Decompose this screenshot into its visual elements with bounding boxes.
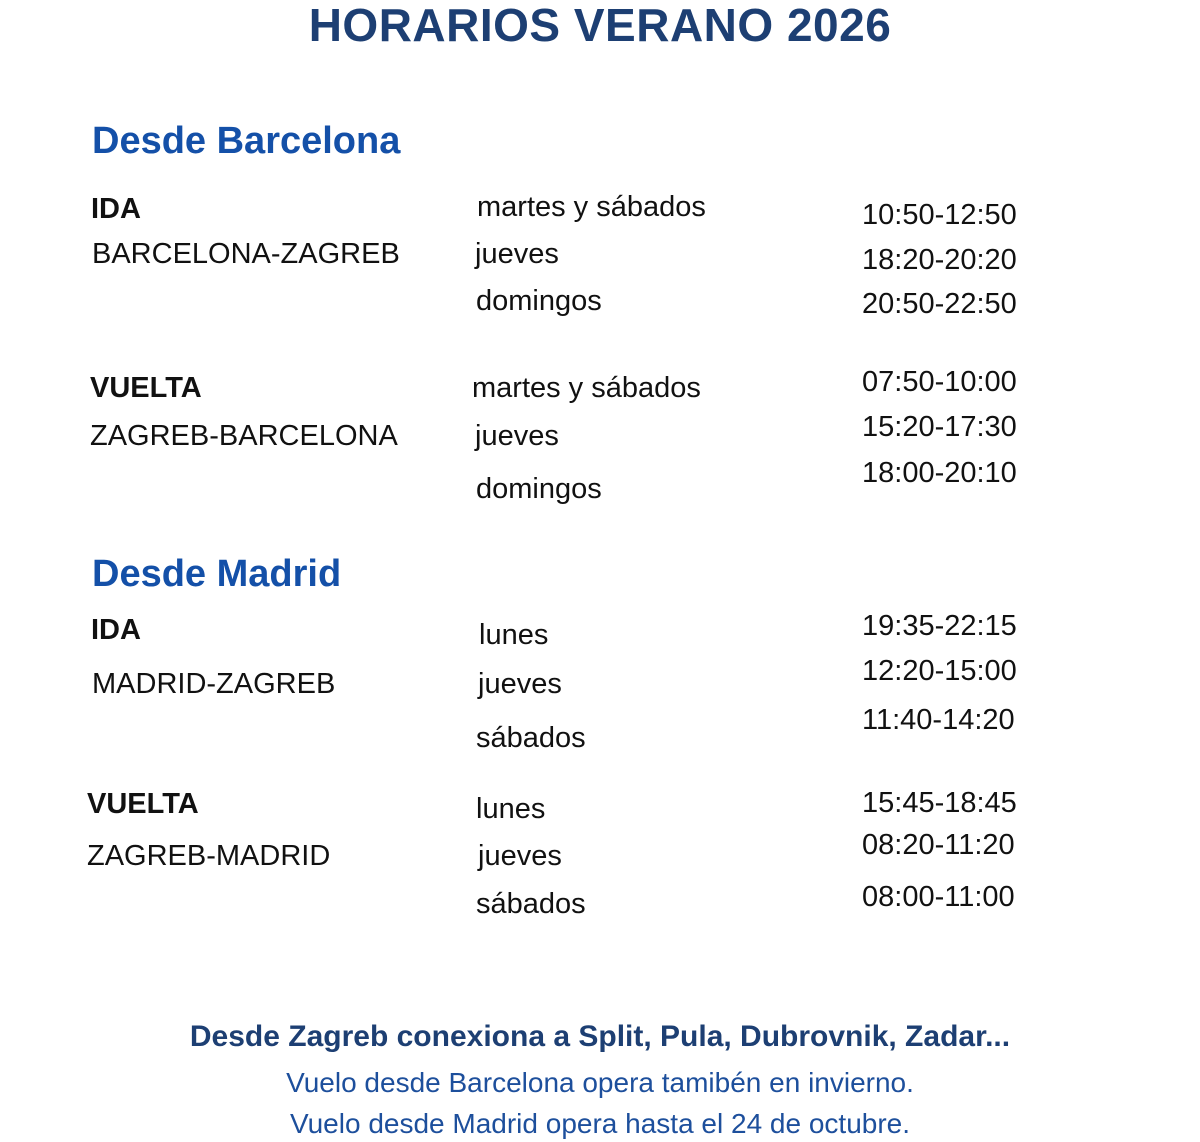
day-label: jueves	[478, 668, 562, 700]
time-slot: 10:50-12:50	[862, 199, 1017, 231]
time-slot: 08:20-11:20	[862, 829, 1015, 861]
direction-label: VUELTA	[87, 788, 199, 820]
time-slot: 11:40-14:20	[862, 704, 1015, 736]
time-slot: 08:00-11:00	[862, 881, 1015, 913]
connection-note: Desde Zagreb conexiona a Split, Pula, Dubrovnik, Zadar...	[189, 1020, 1011, 1053]
time-slot: 15:20-17:30	[862, 411, 1017, 443]
time-slot: 12:20-15:00	[862, 655, 1017, 687]
direction-label: IDA	[91, 193, 141, 225]
day-label: domingos	[476, 285, 602, 317]
day-label: lunes	[479, 619, 549, 651]
route-label: ZAGREB-MADRID	[87, 840, 331, 872]
day-label: jueves	[478, 840, 562, 872]
route-label: MADRID-ZAGREB	[92, 668, 336, 700]
time-slot: 19:35-22:15	[862, 610, 1017, 642]
day-label: jueves	[475, 238, 559, 270]
day-label: jueves	[475, 420, 559, 452]
direction-label: VUELTA	[90, 372, 202, 404]
direction-label: IDA	[91, 614, 141, 646]
footer-note: Vuelo desde Madrid opera hasta el 24 de octubre.	[289, 1108, 911, 1139]
day-label: martes y sábados	[472, 372, 701, 404]
section-heading-madrid: Desde Madrid	[92, 553, 342, 595]
time-slot: 20:50-22:50	[862, 288, 1017, 320]
day-label: martes y sábados	[477, 191, 706, 223]
day-label: sábados	[476, 722, 586, 754]
route-label: ZAGREB-BARCELONA	[90, 420, 398, 452]
day-label: sábados	[476, 888, 586, 920]
time-slot: 15:45-18:45	[862, 787, 1017, 819]
section-heading-barcelona: Desde Barcelona	[92, 120, 401, 162]
day-label: lunes	[476, 793, 546, 825]
day-label: domingos	[476, 473, 602, 505]
time-slot: 07:50-10:00	[862, 366, 1017, 398]
footer-note: Vuelo desde Barcelona opera tamibén en invierno.	[286, 1067, 914, 1098]
time-slot: 18:20-20:20	[862, 244, 1017, 276]
time-slot: 18:00-20:10	[862, 457, 1017, 489]
route-label: BARCELONA-ZAGREB	[92, 238, 400, 270]
page-title: HORARIOS VERANO 2026	[308, 0, 892, 51]
